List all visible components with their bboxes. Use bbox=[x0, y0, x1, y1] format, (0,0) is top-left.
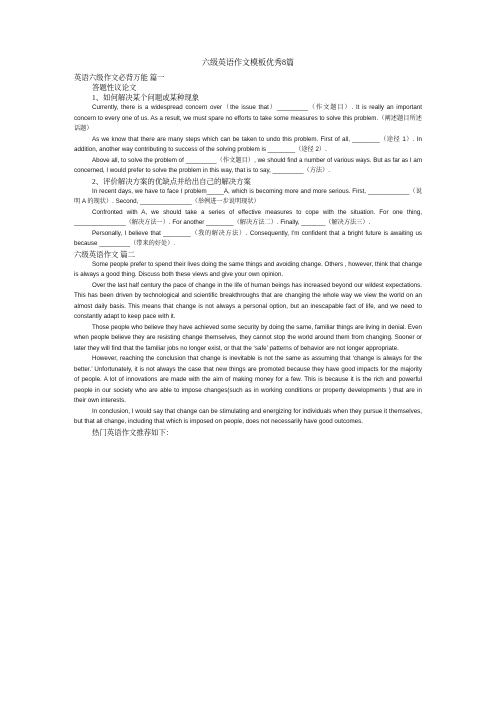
paragraph-5: Confronted with A, we should take a series of effective measures to cope with the situation. For one thing, _______________（解决方法一）. For another ________（解决方法二）. Finally, _______（解决方法三）. bbox=[74, 208, 422, 226]
paragraph-10: However, reaching the conclusion that change is inevitable is not the same as assuming that ‘change is always for the better.’ Unfortunately, it is not always the case that new things are promoted because they have good impacts for the majority of people. A lot of innovations are made with the aim of making money for a few. This is because it is the rich and powerful people in our society who are able to impose changes(such as in working conditions or property developments ) that are in their own interests. bbox=[74, 355, 422, 404]
footer-text: 热门英语作文推荐如下： bbox=[92, 427, 174, 437]
paragraph-8: Over the last half century the pace of change in the life of human beings has increased beyond our wildest expectations. This has been driven by technological and scientific breakthroughs that are changing the whole way we view the world on an almost daily basis. This means that change is not always a personal option, but an inescapable fact of life, and we need to constantly adapt to keep pace with it. bbox=[74, 281, 422, 320]
heading-2: 2、评价解决方案的优缺点并给出自己的解决方案 bbox=[92, 176, 251, 186]
heading-1: 1、如何解决某个问题或某种现象 bbox=[92, 93, 200, 102]
document-title: 六级英语作文模板优秀8篇 bbox=[202, 58, 294, 67]
section-title-2: 六级英语作文 篇二 bbox=[74, 249, 135, 259]
paragraph-2: As we know that there are many steps which can be taken to undo this problem. First of all, ________（途径 1）. In addition, another way contributing to success of the solving problem is ________（途径 2）. bbox=[74, 135, 422, 153]
paragraph-6: Personally, I believe that ________（我的解决方法）. Consequently, I'm confident that a bright future is awaiting us because _________（带来的好处）. bbox=[74, 229, 422, 247]
section-title-1: 英语六级作文必背万能 篇一 bbox=[74, 73, 165, 82]
paragraph-7: Some people prefer to spend their lives doing the same things and avoiding change. Others , however, think that change is always a good thing. Discuss both these views and give your own opinion. bbox=[74, 260, 422, 278]
paragraph-3: Above all, to solve the problem of _________（作文题目）, we should find a number of various ways. But as far as I am concerned, I would prefer to solve the problem in this way, that is to say, _________（方法）. bbox=[74, 156, 422, 174]
paragraph-4: In recent days, we have to face I problem_____A, which is becoming more and more serious. First, ____________（说明 A 的现状）. Second, _______________（举例进一步说明现状） bbox=[74, 187, 422, 205]
paragraph-1: Currently, there is a widespread concern over（the issue that）_________（作文题目）. It is really an important concern to every one of us. As a result, we must spare no efforts to take some measures to solve this problem.（阐述题目所述话题） bbox=[74, 104, 422, 132]
paragraph-11: In conclusion, I would say that change can be stimulating and energizing for individuals when they pursue it themselves, but that all change, including that which is imposed on people, does not necessarily have good outcomes. bbox=[74, 407, 422, 425]
paragraph-9: Those people who believe they have achieved some security by doing the same, familiar things are living in denial. Even when people believe they are resisting change themselves, they cannot stop the world around them from changing. Sooner or later they will find that the familiar jobs no longer exist, or that the ‘safe’ patterns of behavior are not longer appropriate. bbox=[74, 323, 422, 352]
topic-heading: 答题性议论文 bbox=[92, 83, 137, 92]
